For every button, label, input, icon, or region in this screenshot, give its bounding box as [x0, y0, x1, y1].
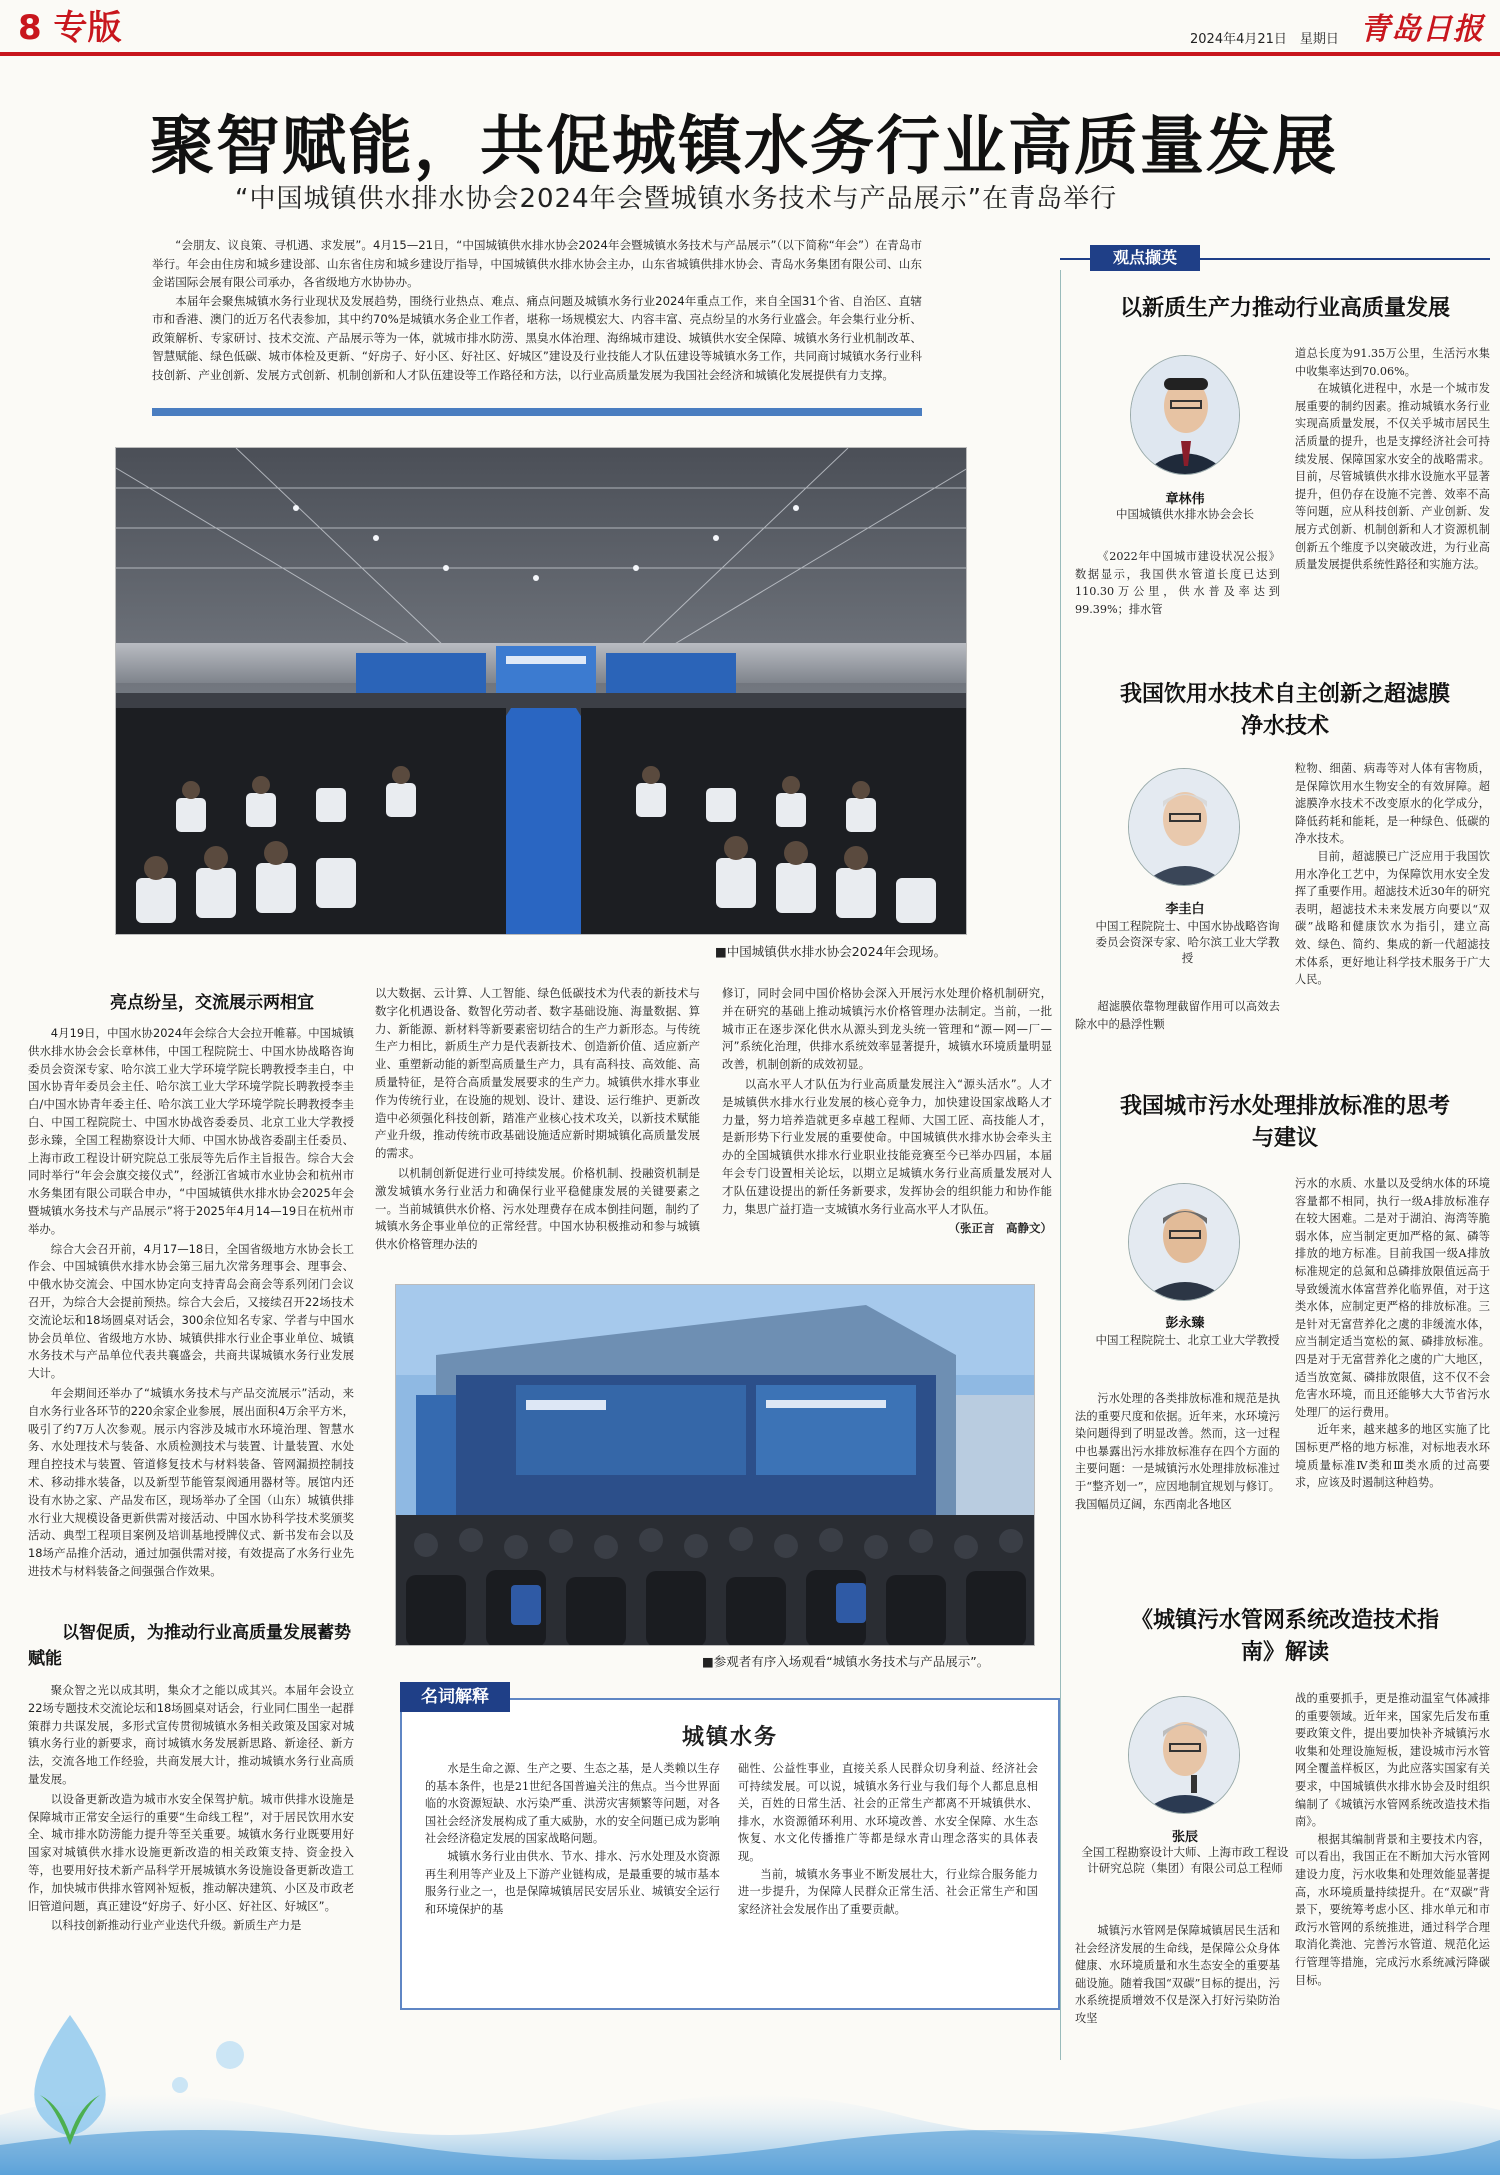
- viewpoint1-text-right: [1295, 345, 1490, 574]
- header-rule: [0, 52, 1500, 56]
- viewpoint2-name: 李圭白: [1165, 902, 1205, 917]
- page-subtitle: “中国城镇供水排水协会2024年会暨城镇水务技术与产品展示”在青岛举行: [235, 184, 1118, 214]
- viewpoint4-heading: 《城镇污水管网系统改造技术指南》解读: [1130, 1607, 1439, 1665]
- issue-date: 2024年4月21日 星期日: [1190, 32, 1339, 47]
- article-col3: [722, 985, 1052, 1238]
- viewpoint1-right-p1: 道总长度为91.35万公里，生活污水集中收集率达到70.06%。: [1295, 347, 1490, 378]
- rail-divider: [1060, 270, 1061, 2060]
- col2-p1: 以大数据、云计算、人工智能、绿色低碳技术为代表的新技术与数字化机遇设备、数智化劳动者、数字基础设施、海量数据、算力、新能源、新材料等新要素密切结合的生产力新形态。与传统生产力相比，新质生产力是代表新技术、创造新价值、适应新产业、重塑新动能的新型高质量生产力，具有高科技、高效能、高质量特征，是符合高质量发展要求的生产力。城镇供水排水事业作为传统行业，在设施的规划、设计、建设、运行维护、更新改造中必须强化科技创新，踏准产业核心技术攻关，以新技术赋能产业升级，推动传统市政基础设施适应新时期城镇化高质量发展的需求。: [375, 986, 700, 1161]
- col1a-p3: 年会期间还举办了“城镇水务技术与产品交流展示”活动，来自水务行业各环节的220余家企业参展，展出面积4万余平方米，吸引了约7万人次参观。展示内容涉及城市水环境治理、智慧水务、水处理技术与装备、水质检测技术与装置、计量装置、水处理自控技术与装置、管道修复技术与材料装备、管网漏损控制技术、移动排水装备，以及新型节能管泵阀通用器材等。展馆内还设有水协之家、产品发布区，现场举办了全国（山东）城镇供排水行业大规模设备更新供需对接活动、中国水协科学技术奖颁奖活动、典型工程项目案例及培训基地授牌仪式、新书发布会以及18场产品推介活动，通过加强供需对接，有效提高了水务行业先进技术与材料装备之间强强合作效果。: [28, 1385, 354, 1578]
- viewpoint1-title: 中国城镇供水排水协会会长: [1116, 507, 1254, 521]
- conference-hall-photo: [115, 447, 967, 935]
- viewpoint1-right-p2: 在城镇化进程中，水是一个城市发展重要的制约因素。推动城镇水务行业实现高质量发展，不仅关乎城市居民生活质量的提升，也是支撑经济社会可持续发展、保障国家水安全的战略需求。目前，尽管城镇供水排水设施水平显著提升，但仍存在设施不完善、效率不高等问题，应从科技创新、产业创新、发展方式创新、机制创新和人才资源机制创新五个维度予以突破改进，为行业高质量发展提供系统性路径和实施方法。: [1295, 382, 1490, 572]
- col3-p1: 修订，同时会同中国价格协会深入开展污水处理价格机制研究，并在研究的基础上推动城镇污水价格管理办法制定。当前，一批城市正在逐步深化供水从源头到龙头统一管理和“源—网—厂—河”系统化治理，供排水系统效率显著提升，城镇水环境质量明显改善，机制创新的成效初显。: [722, 986, 1052, 1072]
- lead-p1: “会朋友、议良策、寻机遇、求发展”。4月15—21日，“中国城镇供水排水协会2024年会暨城镇水务技术与产品展示”（以下简称“年会”）在青岛市举行。年会由住房和城乡建设部、山东省住房和城乡建设厅指导，中国城镇供水排水协会主办，山东省城镇供排水协会、青岛水务集团有限公司、山东金诺国际会展有限公司承办，各省级地方水协协办。: [152, 238, 922, 289]
- glossary-title: 城镇水务: [681, 1724, 778, 1750]
- col1b-p3: 以科技创新推动行业产业迭代升级。新质生产力是: [50, 1918, 302, 1933]
- lead-p2: 本届年会聚焦城镇水务行业现状及发展趋势，围绕行业热点、难点、痛点问题及城镇水务行业2024年重点工作，来自全国31个省、自治区、直辖市和香港、澳门的近万名代表参加，其中约70%是城镇水务企业工作者，堪称一场规模宏大、内容丰富、亮点纷呈的水务行业盛会。年会集行业分析、政策解析、专家研讨、技术交流、产品展示等为一体，就城市排水防涝、黑臭水体治理、海绵城市建设、城镇供水安全保障、城镇水务行业机制改革、智慧赋能、绿色低碳、城市体检及更新、“好房子、好小区、好社区、好城区”建设及行业技能人才队伍建设等城镇水务工作，共同商讨城镇水务行业科技创新、产业创新、发展方式创新、机制创新和人才队伍建设等工作路径和方法，以行业高质量发展为我国社会经济和城镇化发展提供有力支撑。: [152, 293, 922, 382]
- article-col2: [375, 985, 700, 1256]
- glossary-col-a: [425, 1760, 720, 1918]
- exhibition-entrance-photo: [395, 1284, 1035, 1646]
- article-col1b: [28, 1682, 354, 1937]
- viewpoint4-text-right: [1295, 1690, 1490, 1989]
- viewpoint2-right-p1: 粒物、细菌、病毒等对人体有害物质，是保障饮用水生物安全的有效屏障。超滤膜净水技术不改变原水的化学成分，降低药耗和能耗，是一种绿色、低碳的净水技术。: [1295, 762, 1490, 846]
- lead-divider: [152, 408, 922, 416]
- article-col1a: [28, 1025, 354, 1583]
- avatar-li-guibai: [1128, 768, 1240, 886]
- viewpoint2-left-p1: 超滤膜依靠物理截留作用可以高效去除水中的悬浮性颗: [1075, 1000, 1280, 1031]
- glossary-tag: 名词解释: [400, 1682, 510, 1712]
- photo2-caption: ■参观者有序入场观看“城镇水务技术与产品展示”。: [702, 1654, 990, 1669]
- hall-illustration: [116, 448, 967, 935]
- page-title: 聚智赋能，共促城镇水务行业高质量发展: [150, 109, 1338, 184]
- viewpoint4-left-p1: 城镇污水管网是保障城镇居民生活和社会经济发展的生命线，是保障公众身体健康、水环境质量和水生态安全的重要基础设施。随着我国“双碳”目标的提出，污水系统提质增效不仅是深入打好污染防治攻坚: [1075, 1924, 1280, 2025]
- viewpoint2-text-right: [1295, 760, 1490, 989]
- viewpoint1-text-left: [1075, 548, 1280, 618]
- viewpoint3-heading: 我国城市污水处理排放标准的思考与建议: [1120, 1093, 1451, 1151]
- col1a-p1: 4月19日，中国水协2024年会综合大会拉开帷幕。中国城镇供水排水协会会长章林伟，中国工程院院士、中国水协战略咨询委员会资深专家、哈尔滨工业大学环境学院长聘教授李圭白，中国水协青年委员会主任、哈尔滨工业大学环境学院长聘教授李圭白/中国水协青年委主任、哈尔滨工业大学环境学院长聘教授李圭白、中国工程院院士、中国水协战咨委委员、北京工业大学教授彭永臻，全国工程勘察设计大师、中国水协战咨委副主任委员、上海市政工程设计研究院总工张辰等先后作主旨报告。综合大会同时举行“年会会旗交接仪式”，经浙江省城市水业协会和杭州市水务集团有限公司联合申办，“中国城镇供水排水协会2025年会暨城镇水务技术与产品展示”将于2025年4月14—19日在杭州市举办。: [28, 1026, 354, 1236]
- viewpoint3-text-right: [1295, 1175, 1490, 1492]
- glossary-a-p2: 城镇水务行业由供水、节水、排水、污水处理及水资源再生利用等产业及上下游产业链构成，是最重要的城市基本服务行业之一，也是保障城镇居民安居乐业、城镇安全运行和环境保护的基: [425, 1849, 720, 1916]
- viewpoint1-heading: 以新质生产力推动行业高质量发展: [1119, 295, 1450, 321]
- col1b-p2: 以设备更新改造为城市水安全保驾护航。城市供排水设施是保障城市正常安全运行的重要“生命线工程”，对于居民饮用水安全、城市排水防涝能力提升等至关重要。城镇水务行业既要用好国家对城镇供水排水设施更新改造的相关政策支持、资金投入等，也要用好技术新产品科学开展城镇水务设施设备更新改造工作，加快城市供排水管网补短板，推动解决建筑、小区及市政老旧管道问题，真正建设“好房子、好小区、好社区、好城区”。: [28, 1791, 354, 1913]
- glossary-b-p1: 础性、公益性事业，直接关系人民群众切身利益、经济社会可持续发展。可以说，城镇水务行业与我们每个人都息息相关，百姓的日常生活、社会的正常生产都离不开城镇供水、排水，水资源循环利用、水环境改善、水安全保障、水生态恢复、水文化传播推广等都是绿水青山理念落实的具体表现。: [738, 1762, 1038, 1863]
- col1a-p2: 综合大会召开前，4月17—18日，全国省级地方水协会长工作会、中国城镇供水排水协会第三届九次常务理事会、理事会、中俄水协交流会、中国水协定向支持青岛会商会等系列闭门会议召开，为综合大会提前预热。综合大会后，又接续召开22场技术交流论坛和18场圆桌对话会，300余位知名专家、学者与中国水协会员单位、省级地方水协、城镇供排水行业企事业单位、城镇水务技术与产品单位代表共襄盛会，共商共谋城镇水务行业发展大计。: [28, 1241, 354, 1381]
- exhibition-illustration: [396, 1285, 1035, 1646]
- rail-tag: 观点撷英: [1090, 245, 1200, 271]
- viewpoint1-name: 章林伟: [1165, 492, 1205, 507]
- viewpoint2-right-p2: 目前，超滤膜已广泛应用于我国饮用水净化工艺中，为保障饮用水安全发挥了重要作用。超滤技术近30年的研究表明，超滤技术未来发展方向要以“双碳”战略和健康饮水为指引，建立高效、绿色、简约、集成的新一代超滤技术体系，更好地让科学技术服务于广大人民。: [1295, 849, 1490, 987]
- avatar-peng-yongzhen: [1128, 1183, 1240, 1301]
- col1b-p1: 聚众智之光以成其明，集众才之能以成其兴。本届年会设立22场专题技术交流论坛和18场圆桌对话会，行业同仁围坐一起群策群力共谋发展，多形式宣传贯彻城镇水务相关政策及国家对城镇水务行业的新要求，商讨城镇水务发展新思路、新途径、新方法，交流各地工作经验，共商发展大计，推动城镇水务行业高质量发展。: [28, 1683, 354, 1786]
- glossary-col-b: [738, 1760, 1038, 1918]
- viewpoint3-right-p1: 污水的水质、水量以及受纳水体的环境容量都不相同，执行一级A排放标准存在较大困难。二是对于湖泊、海湾等脆弱水体，应当制定更加严格的氮、磷等排放的地方标准。目前我国一级A排放标准规定的总氮和总磷排放限值远高于导致缓流水体富营养化临界值，对于这类水体，应制定更严格的排放标准。三是针对无富营养化之虞的非缓流水体，应当制定适当宽松的氮、磷排放标准。四是对于无富营养化之虞的广大地区，适当放宽氮、磷排放限值，这不仅不会危害水环境，而且还能够大大节省污水处理厂的运行费用。: [1295, 1177, 1490, 1419]
- col2-p2: 以机制创新促进行业可持续发展。价格机制、投融资机制是激发城镇水务行业活力和确保行业平稳健康发展的关键要素之一。当前城镇供水价格、污水处理费存在成本倒挂问题，制约了城镇水务企事业单位的正常经营。中国水协积极推动和参与城镇供水价格管理办法的: [375, 1165, 700, 1252]
- viewpoint3-left-p1: 污水处理的各类排放标准和规范是执法的重要尺度和依据。近年来，水环境污染问题得到了明显改善。然而，这一过程中也暴露出污水排放标准存在四个方面的主要问题：一是城镇污水处理排放标准过于“整齐划一”，应因地制宜规划与修订。我国幅员辽阔，东西南北各地区: [1075, 1392, 1280, 1511]
- avatar-zhang-linwei: [1130, 355, 1240, 475]
- viewpoint3-title: 中国工程院院士、北京工业大学教授: [1095, 1333, 1280, 1347]
- viewpoint4-title: 全国工程勘察设计大师、上海市政工程设计研究总院（集团）有限公司总工程师: [1081, 1845, 1289, 1875]
- viewpoint3-name: 彭永臻: [1165, 1316, 1205, 1331]
- glossary-a-p1: 水是生命之源、生产之要、生态之基，是人类赖以生存的基本条件，也是21世纪各国普遍关注的焦点。当今世界面临的水资源短缺、水污染严重、洪涝灾害频繁等问题，对各国社会经济发展构成了重大威胁，水的安全问题已成为影响社会经济稳定发展的国家战略问题。: [425, 1762, 720, 1846]
- viewpoint1-left-p1: 《2022年中国城市建设状况公报》数据显示，我国供水管道长度已达到110.30万公里，供水普及率达到99.39%；排水管: [1075, 550, 1280, 616]
- subheading-quality: 以智促质，为推动行业高质量发展蓄势赋能: [28, 1623, 351, 1669]
- viewpoint3-text-left: [1075, 1390, 1280, 1513]
- photo1-caption: ■中国城镇供水排水协会2024年会现场。: [715, 944, 947, 959]
- viewpoint3-right-p2: 近年来，越来越多的地区实施了比国标更严格的地方标准，对标地表水环境质量标准Ⅳ类和Ⅲ类水质的过高要求，应该及时遏制这种趋势。: [1295, 1423, 1490, 1490]
- article-byline: （张正言 高静文）: [948, 1221, 1052, 1236]
- viewpoint2-title: 中国工程院院士、中国水协战略咨询委员会资深专家、哈尔滨工业大学教授: [1095, 919, 1280, 965]
- viewpoint2-heading: 我国饮用水技术自主创新之超滤膜净水技术: [1120, 681, 1451, 739]
- avatar-zhang-chen: [1128, 1696, 1240, 1814]
- water-wave-decoration: [0, 1995, 1500, 2175]
- viewpoint4-right-p1: 战的重要抓手，更是推动温室气体减排的重要领域。近年来，国家先后发布重要政策文件，提出要加快补齐城镇污水收集和处理设施短板，建设城市污水管网全覆盖样板区，为此应落实国家有关要求，中国城镇供水排水协会及时组织编制了《城镇污水管网系统改造技术指南》。: [1295, 1692, 1490, 1829]
- lead-paragraph: [152, 236, 922, 384]
- col3-p2: 以高水平人才队伍为行业高质量发展注入“源头活水”。人才是城镇供水排水行业发展的核心竞争力，加快建设国家战略人才力量，努力培养造就更多卓越工程师、大国工匠、高技能人才，是新形势下行业发展的重要使命。中国城镇供水排水协会牵头主办的全国城镇供水排水行业职业技能竞赛至今已举办四届，本届年会专门设置相关论坛，以期立足城镇水务行业高质量发展对人才队伍建设提出的新任务新要求，发挥协会的组织能力和协作能力，集思广益打造一支城镇水务行业高水平人才队伍。: [722, 1076, 1052, 1216]
- glossary-b-p2: 当前，城镇水务事业不断发展壮大，行业综合服务能力进一步提升，为保障人民群众正常生活、社会正常生产和国家经济社会发展作出了重要贡献。: [738, 1867, 1038, 1916]
- viewpoint4-name: 张辰: [1171, 1830, 1198, 1845]
- page-number: 8 专版: [18, 8, 122, 48]
- viewpoint2-text-left: [1075, 998, 1280, 1033]
- subheading-highlights: 亮点纷呈，交流展示两相宜: [110, 993, 314, 1013]
- newspaper-logo: 青岛日报: [1360, 12, 1484, 47]
- viewpoint4-right-p2: 根据其编制背景和主要技术内容，可以看出，我国正在不断加大污水管网建设力度，污水收集和处理效能显著提高，水环境质量持续提升。在“双碳”背景下，要统筹考虑小区、排水单元和市政污水管网的系统推进，通过科学合理取消化粪池、完善污水管道、规范化运行管理等措施，完成污水系统减污降碳目标。: [1295, 1832, 1490, 1987]
